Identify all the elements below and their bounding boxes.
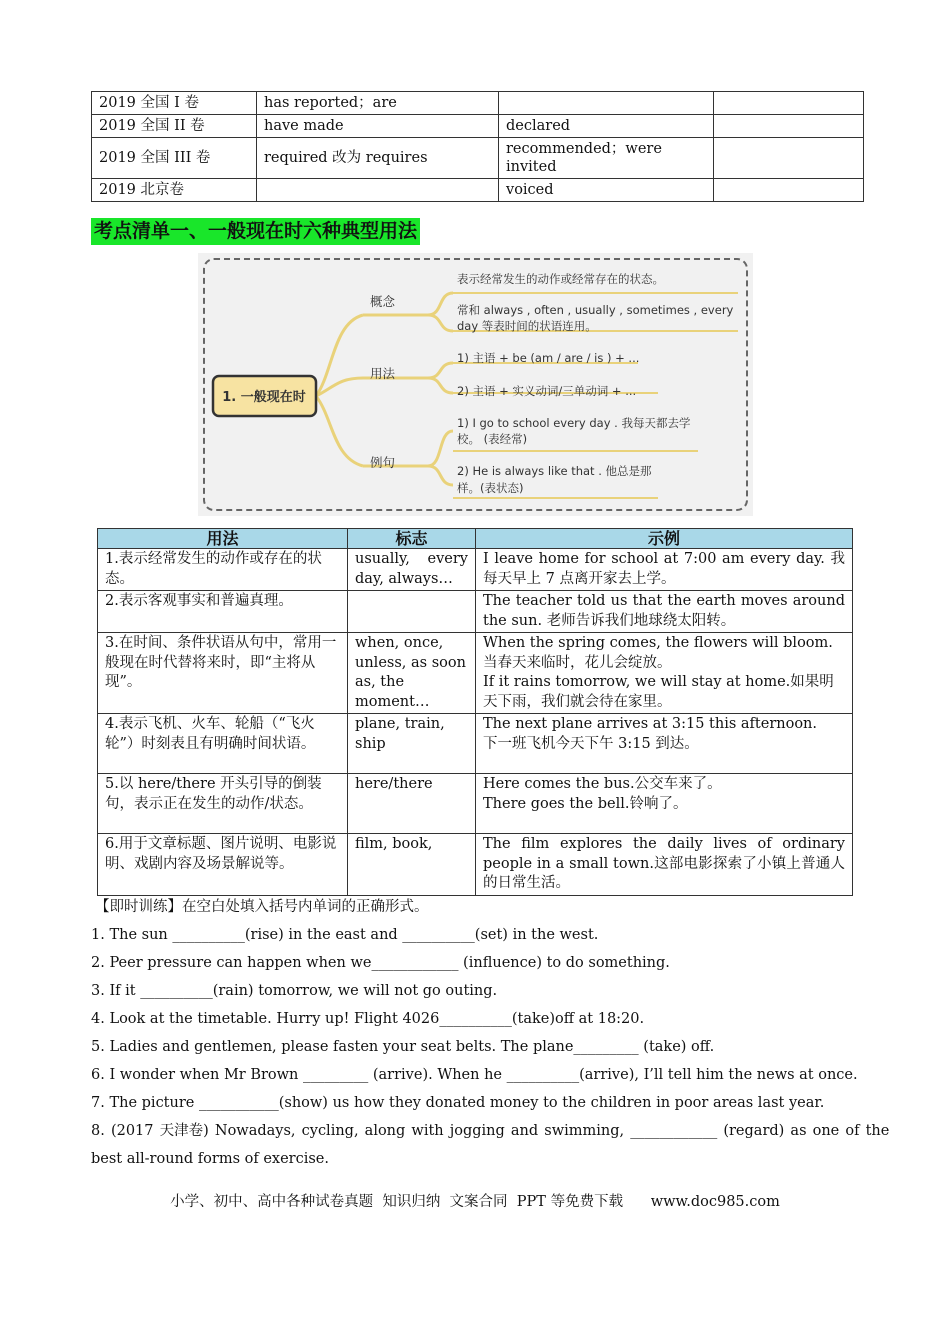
signal-cell: usually, every day, always… [348, 549, 476, 591]
table-cell: 2019 全国 I 卷 [92, 92, 257, 115]
leaf-text: day 等表时间的状语连用。 [457, 319, 597, 333]
table-row [98, 834, 853, 896]
signal-cell: plane, train, ship [348, 714, 476, 774]
column-header: 标志 [348, 529, 476, 549]
table-cell: 2019 全国 III 卷 [92, 138, 257, 179]
usage-cell: 3.在时间、条件状语从句中，常用一般现在时代替将来时，即“主将从现”。 [98, 633, 348, 714]
usage-cell: 4.表示飞机、火车、轮船（“飞火轮”）时刻表且有明确时间状语。 [98, 714, 348, 774]
leaf-text: 1) I go to school every day . 我每天都去学 [457, 416, 691, 430]
column-header: 用法 [98, 529, 348, 549]
exam-table [91, 91, 864, 202]
example-cell [476, 714, 853, 774]
table-cell [499, 92, 714, 115]
practice-item: 6. I wonder when Mr Brown _________ (arrive). When he __________(arrive), I’ll tell him the news at once. [91, 1067, 858, 1083]
practice-item: 4. Look at the timetable. Hurry up! Flight 4026__________(take)off at 18:20. [91, 1011, 645, 1027]
example-line: There goes the bell.铃响了。 [483, 795, 688, 812]
table-row [92, 179, 864, 202]
table-cell [257, 179, 499, 202]
practice-item: best all-round forms of exercise. [91, 1151, 329, 1167]
mindmap-root: 1. 一般现在时 [222, 390, 306, 405]
example-line: 当春天来临时，花儿会绽放。 [483, 654, 672, 671]
signal-cell [348, 591, 476, 633]
table-cell: has reported；are [257, 92, 499, 115]
usage-cell: 6.用于文章标题、图片说明、电影说明、戏剧内容及场景解说等。 [98, 834, 348, 896]
example-line: Here comes the bus.公交车来了。 [483, 776, 722, 792]
example-line: The teacher told us that the earth moves around the sun. 老师告诉我们地球绕太阳转。 [483, 593, 845, 629]
example-cell [476, 774, 853, 834]
example-line: If it rains tomorrow, we will stay at home.如果明天下雨，我们就会待在家里。 [483, 674, 834, 710]
example-cell [476, 834, 853, 896]
table-header-row [98, 529, 853, 549]
leaf-text: 表示经常发生的动作或经常存在的状态。 [457, 272, 664, 286]
leaf-text: 样。(表状态) [457, 481, 524, 495]
table-row [92, 138, 864, 179]
branch-label-example: 例句 [370, 455, 396, 470]
example-line: When the spring comes, the flowers will bloom. [483, 635, 833, 651]
usage-cell: 5.以 here/there 开头引导的倒装句，表示正在发生的动作/状态。 [98, 774, 348, 834]
branch-label-concept: 概念 [370, 294, 396, 309]
example-cell [476, 549, 853, 591]
usage-cell: 2.表示客观事实和普遍真理。 [98, 591, 348, 633]
table-cell: have made [257, 115, 499, 138]
practice-item: 5. Ladies and gentlemen, please fasten your seat belts. The plane_________ (take) off. [91, 1039, 715, 1055]
table-cell: required 改为 requires [257, 138, 499, 179]
table-cell: recommended；were invited [499, 138, 714, 179]
signal-cell: film, book, [348, 834, 476, 896]
example-line: 下一班飞机今天下午 3:15 到达。 [483, 735, 699, 752]
page-footer: 小学、初中、高中各种试卷真题 知识归纳 文案合同 PPT 等免费下载 www.doc985.com [170, 1194, 780, 1210]
table-cell [714, 92, 864, 115]
section-heading: 考点清单一、一般现在时六种典型用法 [91, 218, 420, 245]
table-cell [714, 138, 864, 179]
usage-cell: 1.表示经常发生的动作或存在的状态。 [98, 549, 348, 591]
leaf-text: 常和 always , often , usually , sometimes , every [457, 303, 734, 317]
leaf-text: 1) 主语 + be (am / are / is ) + ... [457, 351, 640, 365]
practice-item: 1. The sun __________(rise) in the east and __________(set) in the west. [91, 927, 599, 943]
leaf-text: 2) 主语 + 实义动词/三单动词 + ... [457, 384, 637, 398]
signal-cell: when, once, unless, as soon as, the moment… [348, 633, 476, 714]
leaf-text: 校。 (表经常) [457, 432, 528, 446]
practice-item: 8. (2017 天津卷) Nowadays, cycling, along with jogging and swimming, ____________ (regard) as one of the [91, 1123, 890, 1139]
table-cell: 2019 全国 II 卷 [92, 115, 257, 138]
table-row [98, 774, 853, 834]
example-cell [476, 633, 853, 714]
leaf-text: 2) He is always like that . 他总是那 [457, 464, 652, 478]
practice-item: 2. Peer pressure can happen when we____________ (influence) to do something. [91, 955, 670, 971]
example-line: The film explores the daily lives of ordinary people in a small town.这部电影探索了小镇上普通人的日常生活。 [483, 836, 845, 891]
table-cell: 2019 北京卷 [92, 179, 257, 202]
branch-label-usage: 用法 [370, 366, 396, 381]
mindmap [198, 253, 753, 516]
example-line: I leave home for school at 7:00 am every day. 我每天早上 7 点离开家去上学。 [483, 551, 845, 587]
column-header: 示例 [476, 529, 853, 549]
table-row [98, 633, 853, 714]
table-cell: declared [499, 115, 714, 138]
example-cell [476, 591, 853, 633]
example-line: The next plane arrives at 3:15 this afternoon. [483, 716, 817, 732]
practice-item: 3. If it __________(rain) tomorrow, we will not go outing. [91, 983, 498, 999]
practice-section [91, 893, 890, 1173]
usage-table [97, 528, 853, 896]
table-cell [714, 179, 864, 202]
table-cell [714, 115, 864, 138]
table-row [98, 714, 853, 774]
signal-cell: here/there [348, 774, 476, 834]
table-row [98, 591, 853, 633]
table-row [92, 115, 864, 138]
table-cell: voiced [499, 179, 714, 202]
practice-title: 【即时训练】在空白处填入括号内单词的正确形式。 [95, 899, 429, 915]
table-row [98, 549, 853, 591]
table-row [92, 92, 864, 115]
practice-item: 7. The picture ___________(show) us how they donated money to the children in poor areas last year. [91, 1095, 825, 1111]
